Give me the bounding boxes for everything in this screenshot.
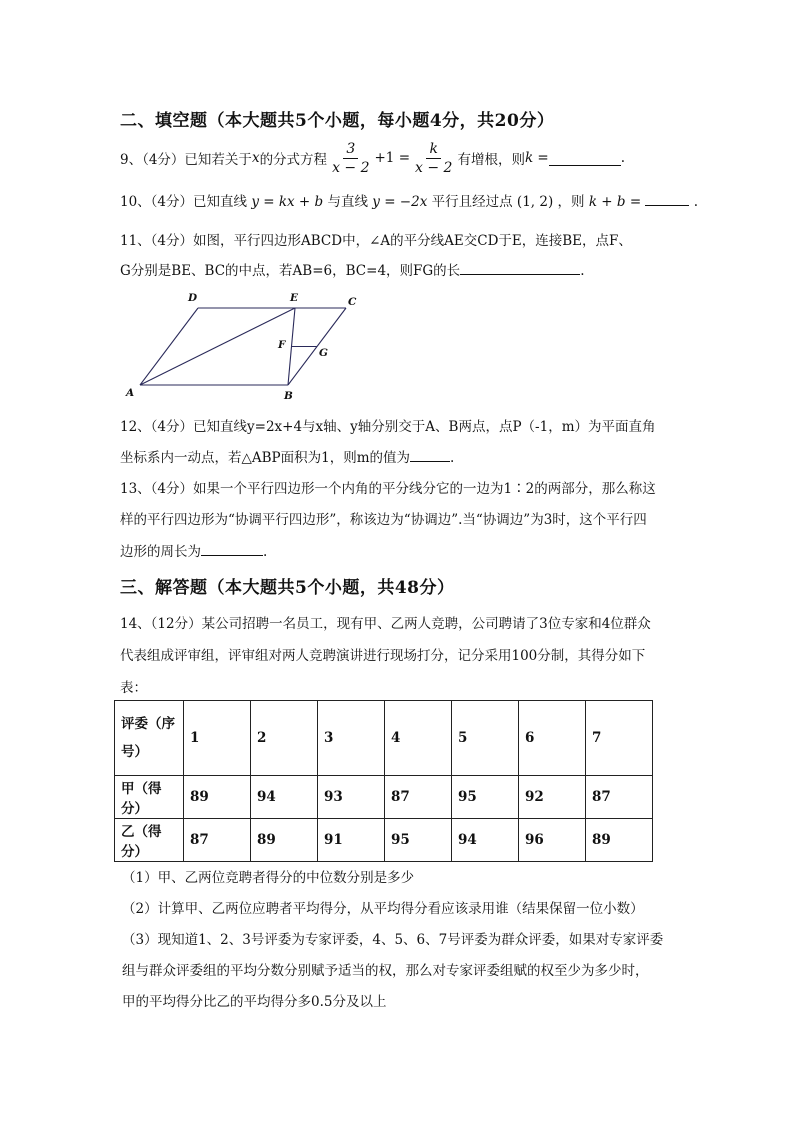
q14-sub3-line3: 甲的平均得分比乙的平均得分多0.5分及以上 [122,994,387,1010]
q11-line2: G分别是BE、BC的中点，若AB=6，BC=4，则FG的长 [120,263,461,279]
table-cell: 96 [519,819,586,862]
table-cell: 94 [452,819,519,862]
q9-frac2-numerator: k [426,140,440,159]
q9-answer-lhs: k = [524,150,549,166]
label-f: F [278,339,286,351]
q9-fraction-right [412,140,455,177]
table-col-header: 4 [385,701,452,776]
q9-middle: 的分式方程 [259,152,328,168]
q12-line2-wrap [120,446,454,466]
table-cell: 91 [318,819,385,862]
q10-middle3: ，则 [557,194,585,210]
q11-line2-wrap [120,259,584,279]
q9-prefix: 9、（4分）已知若关于 [120,152,252,168]
q10-prefix: 10、（4分）已知直线 [120,194,248,210]
q12-line2: 坐标系内一动点，若△ABP面积为1，则m的值为 [120,450,411,466]
question-10 [120,190,698,210]
q9-frac1-denominator: x − 2 [332,159,370,176]
q10-middle: 与直线 [327,194,368,210]
q9-plus-one: +1 = [374,150,411,166]
parallelogram-figure [118,290,368,402]
table-col-header: 2 [251,701,318,776]
table-cell: 87 [184,819,251,862]
q9-answer-blank[interactable] [549,151,621,166]
table-cell: 89 [586,819,653,862]
table-cell: 95 [452,776,519,819]
q9-frac2-denominator: x − 2 [415,159,453,176]
table-cell: 94 [251,776,318,819]
table-cell: 87 [586,776,653,819]
table-col-header: 1 [184,701,251,776]
table-header-row [115,701,653,776]
label-d: D [188,292,198,304]
label-e: E [290,292,299,304]
q10-line2: y = −2x [372,194,428,210]
q11-end: . [580,263,585,279]
q13-end: . [263,544,268,560]
q14-sub1: （1）甲、乙两位竞聘者得分的中位数分别是多少 [122,870,415,886]
table-cell: 89 [184,776,251,819]
q10-line1: y = kx + b [251,194,324,210]
table-cell: 89 [251,819,318,862]
segment-da [140,308,198,385]
header-label-line2: 号） [121,744,148,760]
q13-line2: 样的平行四边形为“协调平行四边形”，称该边为“协调边”.当“协调边”为3时，这个平行四 [120,512,647,528]
table-cell: 93 [318,776,385,819]
q9-end: . [620,150,626,166]
q13-line3: 边形的周长为 [120,544,201,560]
q14-line1: 14、（12分）某公司招聘一名员工，现有甲、乙两人竞聘，公司聘请了3位专家和4位群众 [120,616,651,632]
question-9 [120,140,625,176]
table-cell: 92 [519,776,586,819]
table-row [115,819,653,862]
label-g: G [319,347,328,359]
q13-line1: 13、（4分）如果一个平行四边形一个内角的平分线分它的一边为1∶2的两部分，那么称这 [120,481,656,497]
q10-expr: k + b = [588,194,642,210]
header-label-line1: 评委（序 [121,716,175,732]
q14-sub3-line2: 组与群众评委组的平均分数分别赋予适当的权，那么对专家评委组赋的权至少为多少时， [122,963,649,979]
label-b: B [284,390,293,402]
table-col-header: 3 [318,701,385,776]
q10-middle2: 平行且经过点 [431,194,513,210]
q9-var-x: x [251,150,260,166]
segment-ae [140,308,295,385]
table-row [115,776,653,819]
q14-line2: 代表组成评审组，评审组对两人竞聘演讲进行现场打分，记分采用100分制，其得分如下 [120,648,646,664]
q9-suffix: 有增根，则 [457,152,525,168]
q12-end: . [450,450,455,466]
q13-answer-blank[interactable] [201,541,263,556]
q12-line1: 12、（4分）已知直线y=2x+4与x轴、y轴分别交于A、B两点，点P（-1，m）为平面直角 [120,419,656,435]
table-cell: 87 [385,776,452,819]
q12-answer-blank[interactable] [410,447,450,462]
q14-sub2: （2）计算甲、乙两位应聘者平均得分，从平均得分看应该录用谁（结果保留一位小数） [122,901,644,917]
section-3-title: 三、解答题（本大题共5个小题，共48分） [120,578,455,598]
q10-end: . [693,194,699,210]
q14-line3: 表： [120,680,147,696]
q9-fraction-left [329,140,372,177]
table-header-label [115,701,184,776]
section-2-title: 二、填空题（本大题共5个小题，每小题4分，共20分） [120,111,555,131]
table-col-header: 5 [452,701,519,776]
q11-line1: 11、（4分）如图，平行四边形ABCD中，∠A的平分线AE交CD于E，连接BE，点F、 [120,233,632,249]
q10-point: (1, 2) [516,194,554,210]
q9-frac1-numerator: 3 [343,140,358,159]
q10-answer-blank[interactable] [645,191,689,206]
q13-line3-wrap [120,540,267,560]
row-label: 甲（得分） [115,776,184,819]
table-col-header: 7 [586,701,653,776]
q14-sub3-line1: （3）现知道1、2、3号评委为专家评委，4、5、6、7号评委为群众评委，如果对专家评委 [122,932,664,948]
label-a: A [126,387,135,399]
row-label: 乙（得分） [115,819,184,862]
q11-answer-blank[interactable] [460,260,580,275]
score-table [114,700,653,862]
label-c: C [348,296,357,308]
table-cell: 95 [385,819,452,862]
table-col-header: 6 [519,701,586,776]
